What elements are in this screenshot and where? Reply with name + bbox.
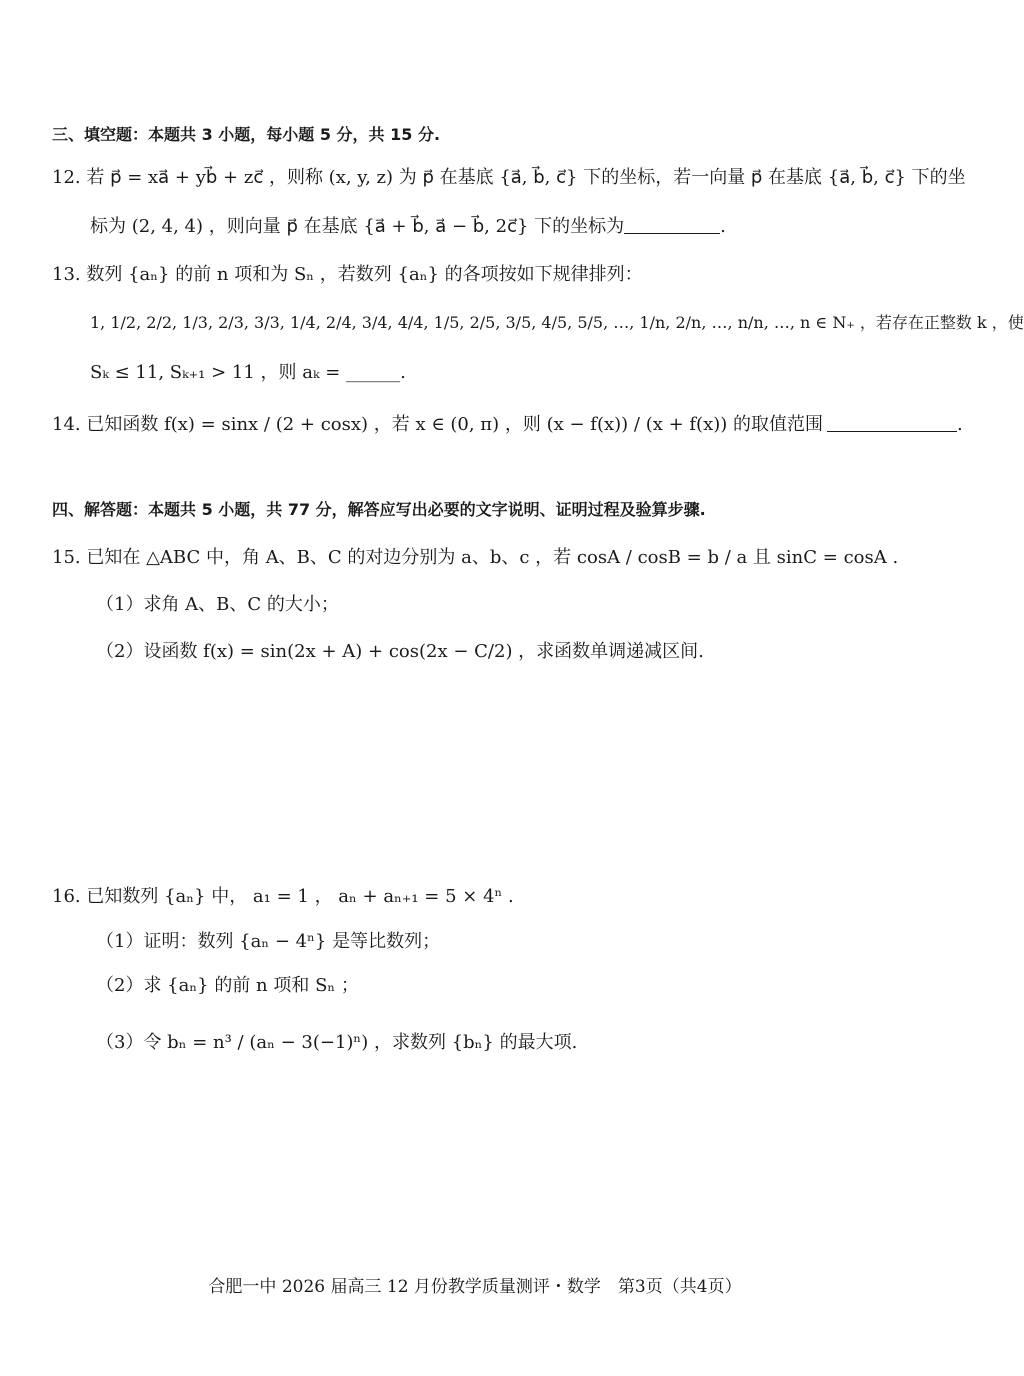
question-12-end: . [720, 216, 726, 237]
question-12-line-2: 标为 (2, 4, 4) ，则向量 p⃗ 在基底 {a⃗ + b⃗, a⃗ − b⃗, 2c⃗} 下的坐标为 [90, 216, 625, 237]
section-4-heading: 四、解答题：本题共 5 小题，共 77 分，解答应写出必要的文字说明、证明过程及验算步骤. [52, 500, 706, 519]
question-14-row [52, 410, 963, 436]
question-14-line-1: 14. 已知函数 f(x) = sinx / (2 + cosx) ，若 x ∈ (0, π) ，则 (x − f(x)) / (x + f(x)) 的取值范围 [52, 414, 823, 435]
question-16-part-3: （3）令 bₙ = n³ / (aₙ − 3(−1)ⁿ) ，求数列 {bₙ} 的最大项. [96, 1032, 578, 1053]
answer-blank-14[interactable] [827, 413, 957, 432]
question-15-part-1: （1）求角 A、B、C 的大小； [96, 594, 339, 615]
question-15-line-1: 15. 已知在 △ABC 中，角 A、B、C 的对边分别为 a、b、c ，若 cosA / cosB = b / a 且 sinC = cosA . [52, 547, 899, 568]
answer-blank-12[interactable] [624, 215, 720, 234]
question-13-line-1: 13. 数列 {aₙ} 的前 n 项和为 Sₙ ，若数列 {aₙ} 的各项按如下规律排列： [52, 264, 643, 285]
question-13-line-3: Sₖ ≤ 11, Sₖ₊₁ > 11 ，则 aₖ = ______. [90, 362, 406, 383]
page-footer: 合肥一中 2026 届高三 12 月份教学质量测评・数学 第3页（共4页） [208, 1277, 742, 1297]
question-16-part-1: （1）证明：数列 {aₙ − 4ⁿ} 是等比数列； [96, 931, 441, 952]
question-12-line-1: 12. 若 p⃗ = xa⃗ + yb⃗ + zc⃗ ，则称 (x, y, z) 为 p⃗ 在基底 {a⃗, b⃗, c⃗} 下的坐标，若一向量 p⃗ 在基底 {a⃗, b⃗, c⃗} 下的坐 [52, 167, 966, 188]
question-15-part-2: （2）设函数 f(x) = sin(2x + A) + cos(2x − C/2) ，求函数单调递减区间. [96, 641, 704, 662]
section-3-heading: 三、填空题：本题共 3 小题，每小题 5 分，共 15 分. [52, 125, 441, 144]
question-12-line-2-row [90, 212, 726, 238]
question-14-end: . [957, 414, 963, 435]
question-16-line-1: 16. 已知数列 {aₙ} 中， a₁ = 1 ， aₙ + aₙ₊₁ = 5 × 4ⁿ . [52, 886, 514, 907]
question-16-part-2: （2）求 {aₙ} 的前 n 项和 Sₙ ； [96, 975, 359, 996]
question-13-sequence: 1, 1/2, 2/2, 1/3, 2/3, 3/3, 1/4, 2/4, 3/4, 4/4, 1/5, 2/5, 3/5, 4/5, 5/5, …, 1/n, 2/n, …, n/n, …, n ∈ N₊ ，若存在正整数 k ，使 [90, 313, 1024, 332]
